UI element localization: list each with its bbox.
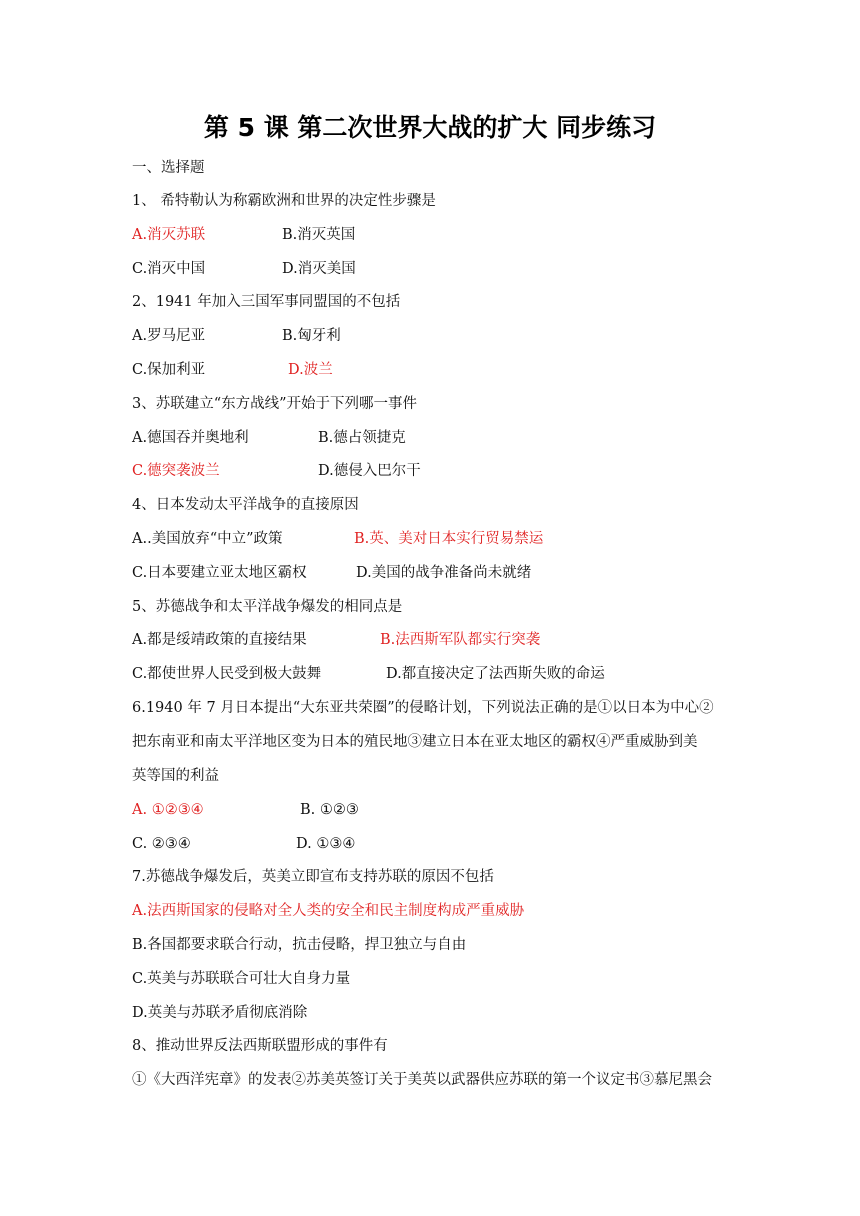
question-2-stem: 2、1941 年加入三国军事同盟国的不包括: [132, 294, 401, 310]
question-3-stem: 3、苏联建立“东方战线”开始于下列哪一事件: [132, 396, 418, 412]
question-6-stem-line-1: 6.1940 年 7 月日本提出“大东亚共荣圈”的侵略计划，下列说法正确的是①以日本为中心②: [132, 700, 714, 716]
question-7-stem: 7.苏德战争爆发后，英美立即宣布支持苏联的原因不包括: [132, 869, 494, 885]
question-6-stem-line-2: 把东南亚和南太平洋地区变为日本的殖民地③建立日本在亚太地区的霸权④严重威胁到美: [132, 734, 698, 750]
section-heading: 一、选择题: [132, 160, 205, 176]
question-6-option-c: C. ②③④: [132, 836, 191, 852]
question-4-option-a: A..美国放弃“中立”政策: [132, 531, 283, 547]
question-5-option-d: D.都直接决定了法西斯失败的命运: [386, 666, 605, 682]
question-6-option-a: A. ①②③④: [132, 802, 204, 818]
question-5-option-b: B.法西斯军队都实行突袭: [380, 632, 541, 648]
question-4-stem: 4、日本发动太平洋战争的直接原因: [132, 497, 359, 513]
question-4-option-c: C.日本要建立亚太地区霸权: [132, 565, 307, 581]
question-8-continuation: ①《大西洋宪章》的发表②苏美英签订关于美英以武器供应苏联的第一个议定书③慕尼黑会: [132, 1072, 712, 1088]
question-4-option-b: B.英、美对日本实行贸易禁运: [354, 531, 544, 547]
question-3-option-d: D.德侵入巴尔干: [318, 463, 421, 479]
question-2-option-a: A.罗马尼亚: [132, 328, 206, 344]
question-1-option-d: D.消灭美国: [282, 261, 356, 277]
page-title: 第 5 课 第二次世界大战的扩大 同步练习: [203, 113, 657, 142]
question-1-option-c: C.消灭中国: [132, 261, 206, 277]
question-2-option-c: C.保加利亚: [132, 362, 206, 378]
question-5-option-c: C.都使世界人民受到极大鼓舞: [132, 666, 322, 682]
question-7-option-b: B.各国都要求联合行动，抗击侵略，捍卫独立与自由: [132, 937, 467, 953]
question-7-option-a: A.法西斯国家的侵略对全人类的安全和民主制度构成严重威胁: [132, 903, 525, 919]
question-3-option-a: A.德国吞并奥地利: [132, 430, 249, 446]
question-3-option-b: B.德占领捷克: [318, 430, 406, 446]
question-2-option-d: D.波兰: [288, 362, 333, 378]
question-8-stem: 8、推动世界反法西斯联盟形成的事件有: [132, 1038, 388, 1054]
question-1-option-b: B.消灭英国: [282, 227, 356, 243]
question-6-option-d: D. ①③④: [296, 836, 356, 852]
question-7-option-d: D.英美与苏联矛盾彻底消除: [132, 1005, 308, 1021]
question-6-option-b: B. ①②③: [300, 802, 359, 818]
question-5-option-a: A.都是绥靖政策的直接结果: [132, 632, 307, 648]
question-5-stem: 5、苏德战争和太平洋战争爆发的相同点是: [132, 599, 403, 615]
question-7-option-c: C.英美与苏联联合可壮大自身力量: [132, 971, 351, 987]
question-4-option-d: D.美国的战争准备尚未就绪: [356, 565, 532, 581]
question-3-option-c: C.德突袭波兰: [132, 463, 220, 479]
question-2-option-b: B.匈牙利: [282, 328, 341, 344]
question-1-stem: 1、 希特勒认为称霸欧洲和世界的决定性步骤是: [132, 193, 436, 209]
question-1-option-a: A.消灭苏联: [132, 227, 206, 243]
question-6-stem-line-3: 英等国的利益: [132, 768, 219, 784]
